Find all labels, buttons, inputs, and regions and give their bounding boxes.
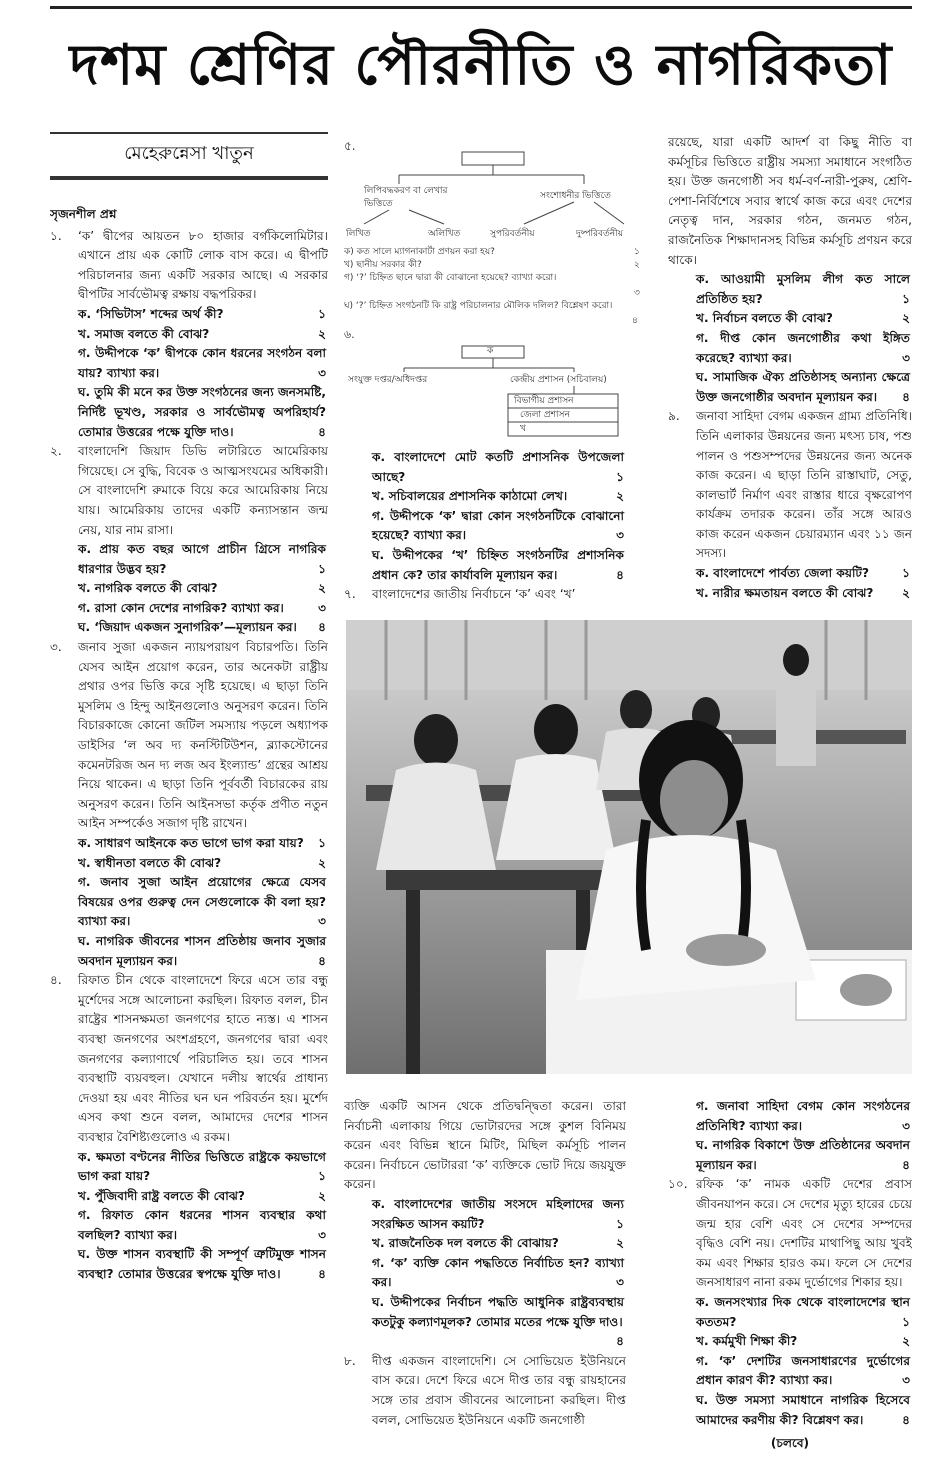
- sub-question: [344, 507, 626, 546]
- sub-question: [668, 564, 912, 584]
- question-stem: [50, 442, 328, 540]
- marks: ১: [902, 566, 910, 581]
- sub-question: [50, 834, 328, 854]
- author-rule-top: [50, 132, 328, 134]
- diagram-q-c-mark: ৩: [634, 288, 640, 298]
- diagram-q-a: ক) কত সালে ম্যাগনাকার্টা প্রণয়ন করা হয়?: [344, 247, 495, 257]
- sub-question: [50, 1206, 328, 1245]
- sub-question: [344, 1254, 626, 1293]
- sub-question: [344, 546, 626, 585]
- sub-question-text: গ. দীপ্ত কোন জনগোষ্ঠীর কথা ইঙ্গিত করেছে? ব্যাখ্যা কর। ৩: [696, 329, 912, 368]
- marks: ২: [616, 1236, 624, 1251]
- marks: ১: [902, 1314, 910, 1329]
- sub-question-text: খ. সমাজ বলতে কী বোঝ? ২: [78, 325, 328, 345]
- diagram-right-head: সংশোধনীর ভিত্তিতে: [540, 191, 611, 201]
- diagram-q-b-mark: ২: [634, 260, 640, 270]
- sub-question-text: ক. বাংলাদেশে পার্বত্য জেলা কয়টি? ১: [696, 564, 912, 584]
- marks: ৪: [318, 953, 326, 968]
- sub-question: [50, 873, 328, 932]
- sub-question-text: ঘ. নাগরিক জীবনের শাসন প্রতিষ্ঠায় জনাব সুজার অবদান মূল্যায়ন কর। ৪: [78, 932, 328, 971]
- column-2-bottom: [344, 1097, 626, 1455]
- sub-question: [344, 1293, 626, 1352]
- sub-question: [50, 1245, 328, 1284]
- question-stem: [344, 585, 626, 605]
- marks: ১: [318, 836, 326, 850]
- sub-question: [50, 599, 328, 619]
- marks: ৪: [616, 567, 624, 582]
- column-1: [50, 205, 328, 1455]
- sub-question-text: খ. নাগরিক বলতে কী বোঝ? ২: [78, 579, 328, 599]
- question-stem-text: জনাবা সাহিদা বেগম একজন গ্রাম্য প্রতিনিধি। তিনি এলাকার উন্নয়নের জন্য মৎস্য চাষ, পশু পালন ও পশুসম্পদের উন্নয়নের জন্য অনেক কাজ করেন। এ ছাড়া তিনি রাস্তাঘাট, সেতু, কালভার্ট নির্মাণ এবং রাস্তার ধারে বৃক্ষরোপণ কার্যক্রম তদারক করেন। তাঁর সঙ্গে আরও কাজ করেন একজন চেয়ারম্যান এবং ১১ জন সদস্য।: [696, 409, 912, 561]
- sub-question-text: খ. কর্মমুখী শিক্ষা কী? ২: [696, 1332, 912, 1352]
- question-stem-text: রিফাত চীন থেকে বাংলাদেশে ফিরে এসে তার বন্ধু মুর্শেদের সঙ্গে আলোচনা করছিল। রিফাত বলল, চীন রাষ্ট্রের শাসনক্ষমতা জনগণের হাতে ন্যস্ত। এ শাসন ব্যবস্থা জনগণের অংশগ্রহণে, জনগণের দ্বারা এবং জনগণের কল্যাণার্থে পরিচালিত হয়। তবে শাসন ব্যবস্থাটি ব্যয়বহুল। যেখানে দলীয় স্বার্থের প্রাধান্য দেওয়া হয় এবং নীতির ঘন ঘন পরিবর্তন হয়। মুর্শেদ এসব কথা শুনে বলল, আমাদের দেশের শাসন ব্যবস্থার বৈশিষ্ট্যগুলোও এ রকম।: [78, 973, 328, 1144]
- sub-question-text: ঘ. উক্ত শাসন ব্যবস্থাটি কী সম্পূর্ণ ত্রুটিমুক্ত শাসন ব্যবস্থা? তোমার উত্তরের স্বপক্ষে যুক্তি দাও। ৪: [78, 1245, 328, 1284]
- question-stem: [344, 1352, 626, 1430]
- question-number: ২.: [50, 444, 62, 459]
- sub-question: [668, 309, 912, 329]
- diagram-box-k: ক: [487, 346, 494, 356]
- sub-question: [344, 448, 626, 487]
- marks: ২: [318, 581, 326, 596]
- author-name: মেহেরুন্নেসা খাতুন: [124, 143, 254, 164]
- question-number: ৩.: [50, 640, 62, 655]
- section-heading: সৃজনশীল প্রশ্ন: [50, 207, 117, 221]
- sub-question-text: ঘ. তুমি কী মনে কর উক্ত সংগঠনের জন্য জনসমষ্টি, নির্দিষ্ট ভূখণ্ড, সরকার ও সার্বভৌমত্ব অপরিহার্য? তোমার উত্তরের পক্ষে যুক্তি দাও। ৪: [78, 383, 328, 442]
- continued-text-body: ব্যক্তি একটি আসন থেকে প্রতিদ্বন্দ্বিতা করেন। তারা নির্বাচনী এলাকায় গিয়ে ভোটারদের সঙ্গে কুশল বিনিময় করেন এবং বিভিন্ন স্থানে মিটিং, মিছিল কর্মসূচি পালন করেন। নির্বাচনে ভোটাররা ‘ক’ ব্যক্তিকে ভোট দিয়ে জয়যুক্ত করেন।: [344, 1099, 626, 1192]
- sub-question: [50, 383, 328, 442]
- sub-question-text: খ. সচিবালয়ের প্রশাসনিক কাঠামো লেখ। ২: [372, 487, 626, 507]
- diagram-leaf-written: লিখিত: [346, 229, 371, 239]
- sub-question-text: ঘ. ‘জিয়াদ একজন সুনাগরিক’—মূল্যায়ন কর। ৪: [78, 618, 328, 638]
- sub-question: [668, 1136, 912, 1175]
- sub-question: [344, 1195, 626, 1234]
- sub-question: [50, 540, 328, 579]
- sub-question-text: গ. জনাবা সাহিদা বেগম কোন সংগঠনের প্রতিনিধি? ব্যাখ্যা কর। ৩: [696, 1097, 912, 1136]
- diagram-q-b: খ) ছানীয় সরকার কী?: [344, 260, 422, 270]
- marks: ৩: [318, 1227, 326, 1242]
- continued-text-body: রয়েছে, যারা একটি আদর্শ বা কিছু নীতি বা কর্মসূচির ভিত্তিতে রাষ্ট্রীয় সমস্যা সমাধানে সংগঠিত হয়। উক্ত জনগোষ্ঠী সব ধর্ম-বর্ণ-নারী-পুরুষ, শ্রেণি-পেশা-নির্বিশেষে সবার স্বার্থে কাজ করে এবং দেশের নেতৃত্ব দান, সরকার গঠন, জনমত গঠন, রাজনৈতিক শিক্ষাদানসহ বিভিন্ন কর্মসূচি প্রণয়ন করে থাকে।: [668, 135, 912, 267]
- continued-text: [344, 1097, 626, 1195]
- sub-question: [668, 1097, 912, 1136]
- marks: ৩: [318, 365, 326, 380]
- sub-question: [50, 1187, 328, 1207]
- marks: ৪: [902, 1157, 910, 1172]
- marks: ১: [902, 291, 910, 306]
- question-stem-text: বাংলাদেশি জিয়াদ ডিভি লটারিতে আমেরিকায় গিয়েছে। সে বুদ্ধি, বিবেক ও আত্মসংযমের অধিকারী। সে বাংলাদেশি রুমাকে বিয়ে করে আমেরিকায় নিয়ে যায়। আমেরিকায় তাদের একটি কন্যাসন্তান জন্ম নেয়, যার নাম রাসা।: [78, 444, 328, 537]
- question-number: ১.: [50, 228, 62, 243]
- question-number: ১০.: [668, 1177, 688, 1192]
- question-number-5: ৫.: [344, 139, 356, 153]
- sub-question: [668, 584, 912, 604]
- author-rule-bottom: [50, 176, 328, 180]
- diagram-sub-district: জেলা প্রশাসন: [520, 410, 570, 420]
- question-stem: [50, 971, 328, 1147]
- sub-question-text: ক. বাংলাদেশের জাতীয় সংসদে মহিলাদের জন্য সংরক্ষিত আসন কয়টি? ১: [372, 1195, 626, 1234]
- sub-question-text: ক. ক্ষমতা বণ্টনের নীতির ভিত্তিতে রাষ্ট্রকে কয়ভাগে ভাগ করা যায়? ১: [78, 1148, 328, 1187]
- question-stem: [668, 407, 912, 564]
- marks: ৩: [318, 600, 326, 615]
- marks: ১: [616, 1216, 624, 1231]
- sub-question-text: গ. ‘ক’ দেশটির জনসাধারণের দুর্ভোগের প্রধান কারণ কী? ব্যাখ্যা কর। ৩: [696, 1352, 912, 1391]
- question-stem-text: রফিক ‘ক’ নামক একটি দেশের প্রবাস জীবনযাপন করে। সে দেশের মৃত্যু হারের চেয়ে জন্ম হার বেশি এবং সে দেশের সম্পদের বৃদ্ধিও বেশি নয়। দেশটির মাথাপিছু আয় খুবই কম এবং শিক্ষার হারও কম। ফলে সে দেশের জনসাধারণ নানা রকম দুর্ভোগের শিকার হয়।: [696, 1177, 912, 1290]
- marks: ৩: [616, 528, 624, 543]
- sub-question-text: ক. প্রায় কত বছর আগে প্রাচীন গ্রিসে নাগরিক ধারণার উদ্ভব হয়? ১: [78, 540, 328, 579]
- question-number: ৮.: [344, 1353, 356, 1368]
- diagram-q-d-mark: ৪: [632, 316, 638, 326]
- marks: ২: [318, 855, 326, 870]
- sub-question: [50, 1148, 328, 1187]
- question-number: ৭.: [344, 587, 356, 602]
- sub-question: [50, 579, 328, 599]
- question-number: ৯.: [668, 409, 680, 424]
- question-number: ৪.: [50, 973, 62, 988]
- sub-question-text: ঘ. উদ্দীপকের নির্বাচন পদ্ধতি আধুনিক রাষ্ট্রব্যবস্থায় কতটুকু কল্যাণমূলক? তোমার মতের পক্ষে যুক্তি দাও। ৪: [372, 1293, 626, 1352]
- sub-question-text: ক. সাধারণ আইনকে কত ভাগে ভাগ করা যায়? ১: [78, 834, 328, 854]
- sub-question: [668, 1332, 912, 1352]
- marks: ৩: [902, 1373, 910, 1388]
- diagram-leaf-rigid: দুষ্পরিবর্তনীয়: [576, 229, 624, 239]
- diagram-block: [344, 140, 646, 440]
- question-stem: [668, 1175, 912, 1293]
- sub-question: [50, 854, 328, 874]
- sub-question-text: খ. নির্বাচন বলতে কী বোঝ? ২: [696, 309, 912, 329]
- sub-question-text: ঘ. নাগরিক বিকাশে উক্ত প্রতিষ্ঠানের অবদান মূল্যায়ন কর। ৪: [696, 1136, 912, 1175]
- marks: ৩: [902, 350, 910, 365]
- sub-question-text: খ. রাজনৈতিক দল বলতে কী বোঝায়? ২: [372, 1234, 626, 1254]
- sub-question-text: গ. উদ্দীপকে ‘ক’ দ্বীপকে কোন ধরনের সংগঠন বলা যায়? ব্যাখ্যা কর। ৩: [78, 344, 328, 383]
- top-rule: [50, 6, 912, 9]
- marks: ১: [318, 561, 326, 576]
- marks: ৩: [616, 1275, 624, 1290]
- sub-question: [668, 1293, 912, 1332]
- sub-question-text: খ. নারীর ক্ষমতায়ন বলতে কী বোঝ? ২: [696, 584, 912, 604]
- marks: ১: [318, 1169, 326, 1184]
- sub-question: [668, 329, 912, 368]
- marks: ৪: [318, 424, 326, 439]
- continued-note: (চলবে): [770, 1436, 810, 1451]
- sub-question: [50, 344, 328, 383]
- sub-question-text: খ. স্বাধীনতা বলতে কী বোঝ? ২: [78, 854, 328, 874]
- sub-question-text: গ. রাসা কোন দেশের নাগরিক? ব্যাখ্যা কর। ৩: [78, 599, 328, 619]
- marks: ২: [902, 1334, 910, 1349]
- exam-hall-photo: [346, 620, 912, 1074]
- sub-question: [668, 368, 912, 407]
- marks: ২: [318, 1188, 326, 1203]
- marks: ৪: [902, 389, 910, 404]
- sub-question-text: ক. জনসংখ্যার দিক থেকে বাংলাদেশের স্থান কততম? ১: [696, 1293, 912, 1332]
- diagram-left-head: লিপিবদ্ধকরণ বা লেখার ভিত্তিতে: [364, 186, 448, 209]
- marks: ৪: [616, 1334, 624, 1349]
- diagram-leaf-unwritten: অলিখিত: [428, 229, 461, 239]
- marks: ৩: [902, 1118, 910, 1133]
- sub-question-text: গ. ‘ক’ ব্যক্তি কোন পদ্ধতিতে নির্বাচিত হন? ব্যাখ্যা কর। ৩: [372, 1254, 626, 1293]
- marks: ৪: [318, 1267, 326, 1282]
- sub-question-text: খ. পুঁজিবাদী রাষ্ট্র বলতে কী বোঝ? ২: [78, 1187, 328, 1207]
- column-2-top: [344, 448, 626, 618]
- marks: ২: [902, 585, 910, 600]
- page-title: দশম শ্রেণির পৌরনীতি ও নাগরিকতা: [69, 33, 893, 98]
- sub-question-text: গ. উদ্দীপকে ‘ক’ দ্বারা কোন সংগঠনটিকে বোঝানো হয়েছে? ব্যাখ্যা কর। ৩: [372, 507, 626, 546]
- diagram-q-c: গ) ‘?’ চিহ্নিত ছানে দ্বারা কী বোঝানো হয়েছে? ব্যাখ্যা করো।: [344, 273, 557, 283]
- sub-question-text: গ. রিফাত কোন ধরনের শাসন ব্যবস্থার কথা বলছিল? ব্যাখ্যা কর। ৩: [78, 1206, 328, 1245]
- sub-question-text: ক. বাংলাদেশে মোট কতটি প্রশাসনিক উপজেলা আছে? ১: [372, 448, 626, 487]
- marks: ৪: [902, 1412, 910, 1427]
- column-3-top: [668, 133, 912, 618]
- sub-question-text: ঘ. উদ্দীপকের ‘খ’ চিহ্নিত সংগঠনটির প্রশাসনিক প্রধান কে? তার কার্যাবলি মূল্যায়ন কর। ৪: [372, 546, 626, 585]
- marks: ১: [616, 469, 624, 484]
- continued-text: [668, 133, 912, 270]
- sub-question: [668, 1352, 912, 1391]
- question-number-6: ৬.: [344, 328, 355, 341]
- sub-question-text: ঘ. উক্ত সমস্যা সমাধানে নাগরিক হিসেবে আমাদের করণীয় কী? বিশ্লেষণ কর। ৪: [696, 1391, 912, 1430]
- sub-question: [50, 305, 328, 325]
- sub-question: [50, 618, 328, 638]
- marks: ২: [902, 311, 910, 326]
- diagram-sub-division: বিভাগীয় প্রশাসন: [514, 396, 574, 406]
- column-3-bottom: [668, 1097, 912, 1455]
- question-stem-text: দীপ্ত একজন বাংলাদেশি। সে সোভিয়েত ইউনিয়নে বাস করে। দেশে ফিরে এসে দীপ্ত তার বন্ধু রায়হানের সঙ্গে তার প্রবাস জীবনের আলোচনা করছিল। দীপ্ত বলল, সোভিয়েত ইউনিয়নে একটি জনগোষ্ঠী: [372, 1353, 626, 1427]
- marks: ২: [616, 489, 624, 504]
- sub-question-text: ঘ. সামাজিক ঐক্য প্রতিষ্ঠাসহ অন্যান্য ক্ষেত্রে উক্ত জনগোষ্ঠীর অবদান মূল্যায়ন কর। ৪: [696, 368, 912, 407]
- sub-question: [668, 270, 912, 309]
- sub-question-text: গ. জনাব সুজা আইন প্রয়োগের ক্ষেত্রে যেসব বিষয়ের ওপর গুরুত্ব দেন সেগুলোকে কী বলা হয়? ব্যাখ্যা কর। ৩: [78, 873, 328, 932]
- diagram-branch-central: কেন্দ্রীয় প্রশাসন (সচিবালয়): [510, 375, 607, 385]
- marks: ৪: [318, 620, 326, 635]
- diagram-sub-kha: খ: [520, 424, 526, 434]
- sub-question: [50, 325, 328, 345]
- question-stem-text: ‘ক’ দ্বীপের আয়তন ৮০ হাজার বর্গকিলোমিটার। এখানে প্রায় এক কোটি লোক বাস করে। এ দ্বীপটি পরিচালনার জন্য একটি সরকার আছে। এ সরকার দ্বীপটির সার্বভৌমত্ব রক্ষায় বদ্ধপরিকর।: [78, 228, 328, 302]
- diagram-q-d: ঘ) ‘?’ চিহ্নিত সংগঠনটি কি রাষ্ট্র পরিচালনার মৌলিক দলিল? বিশ্লেষণ করো।: [344, 301, 613, 311]
- question-stem: [50, 227, 328, 305]
- exam-photo-illustration: [346, 620, 912, 1074]
- sub-question: [668, 1391, 912, 1430]
- sub-question-text: ক. আওয়ামী মুসলিম লীগ কত সালে প্রতিষ্ঠিত হয়? ১: [696, 270, 912, 309]
- diagram-q-a-mark: ১: [634, 247, 640, 257]
- question-stem-text: জনাব সুজা একজন ন্যায়পরায়ণ বিচারপতি। তিনি যেসব আইন প্রয়োগ করেন, তার অনেকটা রাষ্ট্রীয় প্রথার ওপর ভিত্তি করে সৃষ্টি হয়েছে। এ ছাড়া তিনি মুসলিম ও হিন্দু আইনগুলোও অনুসরণ করেন। তিনি বিচারকাজে কোনো জটিল সমস্যায় পড়লে অধ্যাপক ডাইসির ‘ল অব দ্য কনস্টিটিউশন, ব্ল্যাকস্টোনের কমেনটরিজ অন দ্য লজ অব ইংল্যান্ড’ গ্রন্থের আশ্রয় নিয়ে থাকেন। এ ছাড়া তিনি পূর্ববর্তী বিচারকের রায় অনুসরণ করেন। তিনি আইনসভা কর্তৃক প্রণীত নতুন আইন সম্পর্কেও সজাগ দৃষ্টি রাখেন।: [78, 640, 328, 831]
- marks: ২: [318, 326, 326, 341]
- marks: ১: [318, 306, 326, 321]
- question-stem-text: বাংলাদেশের জাতীয় নির্বাচনে ‘ক’ এবং ‘খ’: [372, 587, 576, 602]
- question-stem: [50, 638, 328, 834]
- sub-question-text: ক. ‘সিভিটাস’ শব্দের অর্থ কী? ১: [78, 305, 328, 325]
- diagram-leaf-flexible: সুপরিবর্তনীয়: [490, 229, 535, 239]
- diagram-branch-attached: সংযুক্ত দপ্তর/অধিদপ্তর: [348, 375, 428, 385]
- sub-question: [50, 932, 328, 971]
- sub-question: [344, 1234, 626, 1254]
- sub-question: [344, 487, 626, 507]
- marks: ৩: [318, 914, 326, 929]
